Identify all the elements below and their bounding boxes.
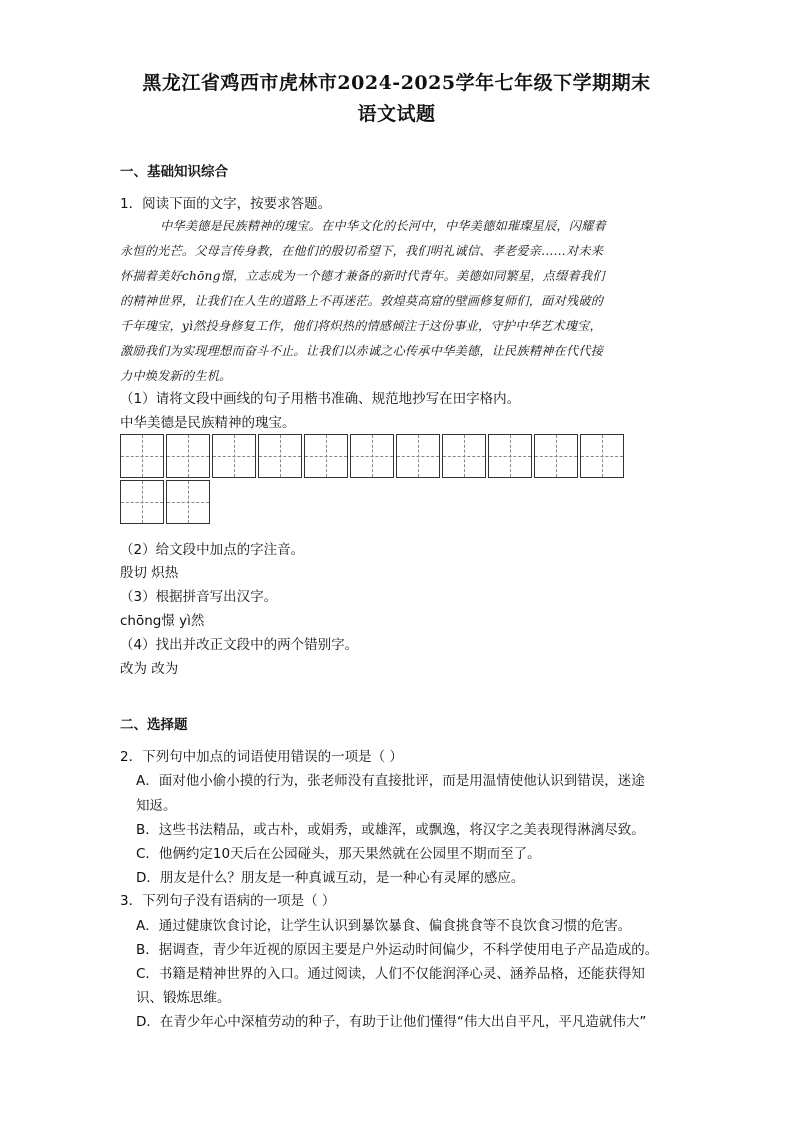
- question-1-prompt: 1．阅读下面的文字，按要求答题。: [120, 196, 332, 212]
- passage-line: 永恒的光芒。父母言传身教，在他们的殷切希望下，我们明礼诚信、孝老爱亲……对未来: [120, 244, 604, 258]
- grid-cell[interactable]: [350, 434, 394, 478]
- sub-question-1: （1）请将文段中画线的句子用楷书准确、规范地抄写在田字格内。: [120, 391, 521, 407]
- grid-cell[interactable]: [534, 434, 578, 478]
- sub-question-4: （4）找出并改正文段中的两个错别字。: [120, 637, 359, 653]
- page-title: 黑龙江省鸡西市虎林市2024-2025学年七年级下学期期末: [142, 72, 651, 94]
- option-c-cont: 识、锻炼思维。: [136, 990, 231, 1006]
- passage-line: 千年瑰宝，yì然投身修复工作，他们将炽热的情感倾注于这份事业，守护中华艺术瑰宝，: [120, 319, 602, 333]
- grid-cell[interactable]: [442, 434, 486, 478]
- grid-cell[interactable]: [304, 434, 348, 478]
- passage-line: 怀揣着美好chōng憬，立志成为一个德才兼备的新时代青年。美德如同繁星，点缀着我们: [120, 269, 605, 283]
- option-a-cont: 知返。: [136, 798, 177, 814]
- grid-cell[interactable]: [580, 434, 624, 478]
- passage-line: 的精神世界，让我们在人生的道路上不再迷茫。敦煌莫高窟的壁画修复师们，面对残破的: [120, 294, 604, 308]
- grid-cell[interactable]: [166, 480, 210, 524]
- option-c: C．他俩约定10天后在公园碰头，那天果然就在公园里不期而至了。: [136, 846, 541, 862]
- passage-line: 中华美德是民族精神的瑰宝。在中华文化的长河中，中华美德如璀璨星辰，闪耀着: [160, 219, 606, 233]
- grid-cell[interactable]: [212, 434, 256, 478]
- grid-cell[interactable]: [396, 434, 440, 478]
- sub-question-3-items: chōng憬 yì然: [120, 613, 205, 629]
- grid-cell[interactable]: [488, 434, 532, 478]
- grid-row: [120, 480, 648, 524]
- sub-question-3: （3）根据拼音写出汉字。: [120, 589, 278, 605]
- option-b: B．这些书法精品，或古朴，或娟秀，或雄浑，或飘逸，将汉字之美表现得淋漓尽致。: [136, 822, 645, 838]
- question-2-prompt: 2．下列句中加点的词语使用错误的一项是（ ）: [120, 749, 403, 765]
- grid-row: [120, 434, 648, 478]
- tianzige-grid[interactable]: [120, 434, 648, 526]
- section-heading-2: 二、选择题: [120, 717, 188, 733]
- option-d: D．在青少年心中深植劳动的种子，有助于让他们懂得“伟大出自平凡，平凡造就伟大”: [136, 1014, 647, 1030]
- option-c: C．书籍是精神世界的入口。通过阅读，人们不仅能润泽心灵、涵养品格，还能获得知: [136, 966, 645, 982]
- grid-cell[interactable]: [166, 434, 210, 478]
- option-a: A．面对他小偷小摸的行为，张老师没有直接批评，而是用温情使他认识到错误，迷途: [136, 773, 645, 789]
- passage-line: 力中焕发新的生机。: [120, 369, 232, 383]
- passage-line: 激励我们为实现理想而奋斗不止。让我们以赤诚之心传承中华美德，让民族精神在代代接: [120, 344, 604, 358]
- sub-question-2-items: 殷切 炽热: [120, 565, 179, 581]
- section-heading-1: 一、基础知识综合: [120, 164, 228, 180]
- sub-question-2: （2）给文段中加点的字注音。: [120, 542, 305, 558]
- page-subtitle: 语文试题: [357, 103, 436, 125]
- sub-question-4-items: 改为 改为: [120, 661, 179, 677]
- option-d: D．朋友是什么？朋友是一种真诚互动，是一种心有灵犀的感应。: [136, 870, 525, 886]
- copy-sentence: 中华美德是民族精神的瑰宝。: [120, 415, 296, 431]
- option-b: B．据调查，青少年近视的原因主要是户外运动时间偏少，不科学使用电子产品造成的。: [136, 942, 659, 958]
- option-a: A．通过健康饮食讨论，让学生认识到暴饮暴食、偏食挑食等不良饮食习惯的危害。: [136, 918, 632, 934]
- grid-cell[interactable]: [120, 434, 164, 478]
- grid-cell[interactable]: [120, 480, 164, 524]
- grid-cell[interactable]: [258, 434, 302, 478]
- question-3-prompt: 3．下列句子没有语病的一项是（ ）: [120, 893, 336, 909]
